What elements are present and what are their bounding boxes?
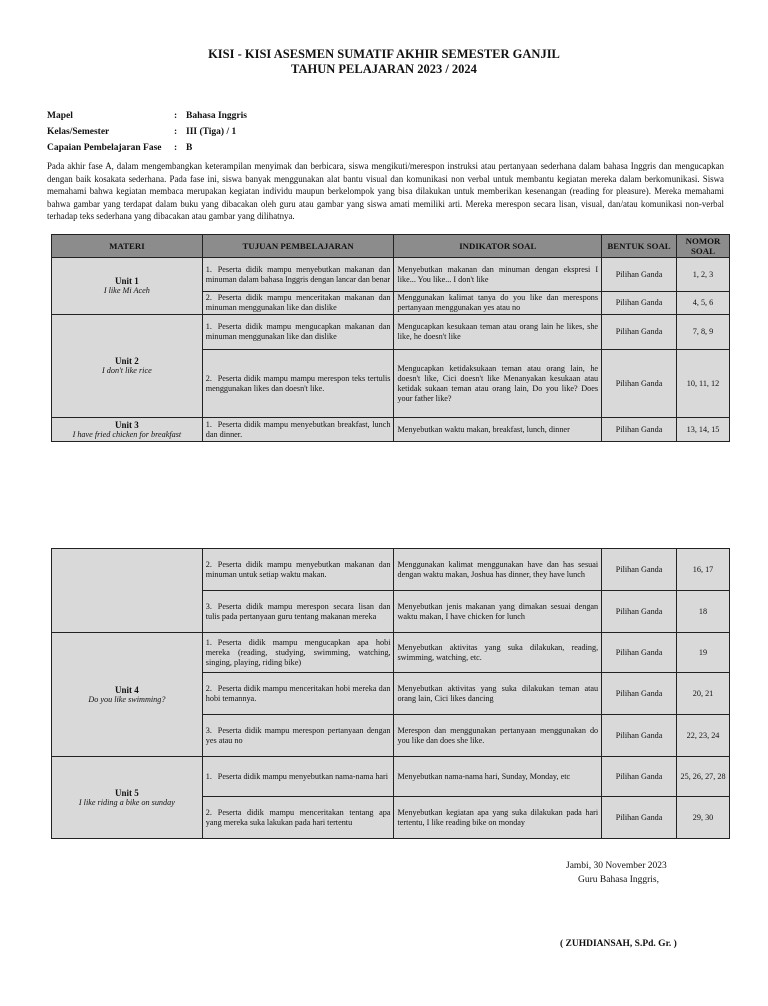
tujuan-cell: 1. Peserta didik mampu menyebutkan nama-nama hari bbox=[202, 757, 394, 797]
tujuan-cell: 3. Peserta didik mampu merespon pertanyaan dengan yes atau no bbox=[202, 715, 394, 757]
indikator-cell: Menyebutkan aktivitas yang suka dilakukan, reading, swimming, watching, etc. bbox=[394, 633, 602, 673]
capaian-paragraph: Pada akhir fase A, dalam mengembangkan keterampilan menyimak dan berbicara, siswa mengikuti/merespon instruksi atau pertanyaan sederhana dalam bahasa Inggris dan mengucapkan dengan baik kosakata sederhana. Pada fase ini, siswa banyak menggunakan alat bantu visual dan komunikasi non verbal untuk membantu kegiatan mereka dalam berkomunikasi. Siswa memahami bahwa kegiatan membaca merupakan kegiatan individu maupun berkelompok yang bisa dilakukan untuk memberikan kesenangan (reading for pleasure). Mereka memahami bahwa gambar yang terdapat dalam buku yang dibacakan oleh guru atau gambar yang siswa amati memiliki arti. Mereka merespon secara lisan, visual, dan/atau komunikasi non-verbal terhadap teks sederhana yang dibacakan atau gambar yang dilihatnya. bbox=[47, 161, 724, 222]
tujuan-cell: 2. Peserta didik mampu menceritakan tentang apa yang mereka suka lakukan pada hari tertentu bbox=[202, 797, 394, 839]
table-row bbox=[52, 315, 730, 350]
bentuk-cell: Pilihan Ganda bbox=[602, 797, 677, 839]
nomor-cell: 19 bbox=[677, 633, 730, 673]
indikator-cell: Menyebutkan jenis makanan yang dimakan sesuai dengan waktu makan, I have chicken for lunch bbox=[394, 591, 602, 633]
signature-name: ( ZUHDIANSAH, S.Pd. Gr. ) bbox=[560, 939, 677, 949]
tujuan-cell: 3. Peserta didik mampu merespon secara lisan dan tulis pada pertanyaan guru tentang makanan mereka bbox=[202, 591, 394, 633]
bentuk-cell: Pilihan Ganda bbox=[602, 591, 677, 633]
nomor-cell: 29, 30 bbox=[677, 797, 730, 839]
indikator-cell: Mengucapkan kesukaan teman atau orang lain he likes, she like, he doesn't like bbox=[394, 315, 602, 350]
table-header-row bbox=[52, 235, 730, 258]
unit-cell-continued bbox=[52, 549, 203, 633]
nomor-cell: 25, 26, 27, 28 bbox=[677, 757, 730, 797]
kisi-table-page2 bbox=[51, 548, 730, 839]
bentuk-cell: Pilihan Ganda bbox=[602, 292, 677, 315]
indikator-cell: Mengucapkan ketidaksukaan teman atau orang lain, he doesn't like, Cici doesn't like Menanyakan kesukaan atau ketidak sukaan teman atau orang lain, Do you like? Does your father like? bbox=[394, 350, 602, 418]
indikator-cell: Menyebutkan nama-nama hari, Sunday, Monday, etc bbox=[394, 757, 602, 797]
header-indikator: INDIKATOR SOAL bbox=[394, 235, 602, 258]
tujuan-cell: 1. Peserta didik mampu menyebutkan breakfast, lunch dan dinner. bbox=[202, 418, 394, 442]
header-bentuk: BENTUK SOAL bbox=[602, 235, 677, 258]
header-materi: MATERI bbox=[52, 235, 203, 258]
signature-place-date: Jambi, 30 November 2023 bbox=[566, 861, 667, 871]
nomor-cell: 16, 17 bbox=[677, 549, 730, 591]
table-row bbox=[52, 757, 730, 797]
unit-cell: Unit 3 I have fried chicken for breakfast bbox=[52, 418, 203, 442]
tujuan-cell: 2. Peserta didik mampu mampu merespon teks tertulis menggunakan likes dan doesn't like. bbox=[202, 350, 394, 418]
document-subtitle: TAHUN PELAJARAN 2023 / 2024 bbox=[291, 62, 477, 76]
tujuan-cell: 1. Peserta didik mampu mengucapkan makanan dan minuman menggunakan like dan dislike bbox=[202, 315, 394, 350]
indikator-cell: Menggunakan kalimat menggunakan have dan has sesuai dengan waktu makan, Joshua has dinner, they have lunch bbox=[394, 549, 602, 591]
meta-kelas: Kelas/Semester : III (Tiga) / 1 bbox=[47, 127, 237, 137]
tujuan-cell: 1. Peserta didik mampu menyebutkan makanan dan minuman dalam bahasa Inggris dengan lancar dan benar bbox=[202, 258, 394, 292]
indikator-cell: Menyebutkan kegiatan apa yang suka dilakukan pada hari tertentu, I like reading bike on monday bbox=[394, 797, 602, 839]
nomor-cell: 13, 14, 15 bbox=[677, 418, 730, 442]
unit-cell: Unit 4 Do you like swimming? bbox=[52, 633, 203, 757]
bentuk-cell: Pilihan Ganda bbox=[602, 315, 677, 350]
meta-mapel: Mapel : Bahasa Inggris bbox=[47, 111, 247, 121]
header-tujuan: TUJUAN PEMBELAJARAN bbox=[202, 235, 394, 258]
kisi-table-page1 bbox=[51, 234, 730, 442]
nomor-cell: 7, 8, 9 bbox=[677, 315, 730, 350]
table-row bbox=[52, 633, 730, 673]
indikator-cell: Merespon dan menggunakan pertanyaan menggunakan do you like dan does she like. bbox=[394, 715, 602, 757]
table-row bbox=[52, 418, 730, 442]
nomor-cell: 10, 11, 12 bbox=[677, 350, 730, 418]
indikator-cell: Menyebutkan aktivitas yang suka dilakukan teman atau orang lain, Cici likes dancing bbox=[394, 673, 602, 715]
bentuk-cell: Pilihan Ganda bbox=[602, 350, 677, 418]
unit-cell: Unit 5 I like riding a bike on sunday bbox=[52, 757, 203, 839]
nomor-cell: 18 bbox=[677, 591, 730, 633]
bentuk-cell: Pilihan Ganda bbox=[602, 549, 677, 591]
bentuk-cell: Pilihan Ganda bbox=[602, 258, 677, 292]
nomor-cell: 20, 21 bbox=[677, 673, 730, 715]
signature-role: Guru Bahasa Inggris, bbox=[578, 875, 659, 885]
nomor-cell: 1, 2, 3 bbox=[677, 258, 730, 292]
bentuk-cell: Pilihan Ganda bbox=[602, 715, 677, 757]
bentuk-cell: Pilihan Ganda bbox=[602, 633, 677, 673]
indikator-cell: Menggunakan kalimat tanya do you like dan merespons pertanyaan menggunakan yes atau no bbox=[394, 292, 602, 315]
bentuk-cell: Pilihan Ganda bbox=[602, 418, 677, 442]
indikator-cell: Menyebutkan waktu makan, breakfast, lunch, dinner bbox=[394, 418, 602, 442]
document-title: KISI - KISI ASESMEN SUMATIF AKHIR SEMESTER GANJIL bbox=[208, 47, 560, 61]
tujuan-cell: 2. Peserta didik mampu menceritakan hobi mereka dan hobi temannya. bbox=[202, 673, 394, 715]
meta-capaian: Capaian Pembelajaran Fase : B bbox=[47, 143, 193, 153]
nomor-cell: 22, 23, 24 bbox=[677, 715, 730, 757]
tujuan-cell: 2. Peserta didik mampu menyebutkan makanan dan minuman untuk setiap waktu makan. bbox=[202, 549, 394, 591]
unit-cell: Unit 1 I like Mi Aceh bbox=[52, 258, 203, 315]
bentuk-cell: Pilihan Ganda bbox=[602, 757, 677, 797]
nomor-cell: 4, 5, 6 bbox=[677, 292, 730, 315]
tujuan-cell: 2. Peserta didik mampu menceritakan makanan dan minuman menggunakan like dan dislike bbox=[202, 292, 394, 315]
tujuan-cell: 1. Peserta didik mampu mengucapkan apa hobi mereka (reading, studying, swimming, watching, singing, playing, riding bike) bbox=[202, 633, 394, 673]
table-row bbox=[52, 258, 730, 292]
header-nomor: NOMOR SOAL bbox=[677, 235, 730, 258]
bentuk-cell: Pilihan Ganda bbox=[602, 673, 677, 715]
table-row bbox=[52, 549, 730, 591]
indikator-cell: Menyebutkan makanan dan minuman dengan ekspresi I like... You like... I don't like bbox=[394, 258, 602, 292]
unit-cell: Unit 2 I don't like rice bbox=[52, 315, 203, 418]
